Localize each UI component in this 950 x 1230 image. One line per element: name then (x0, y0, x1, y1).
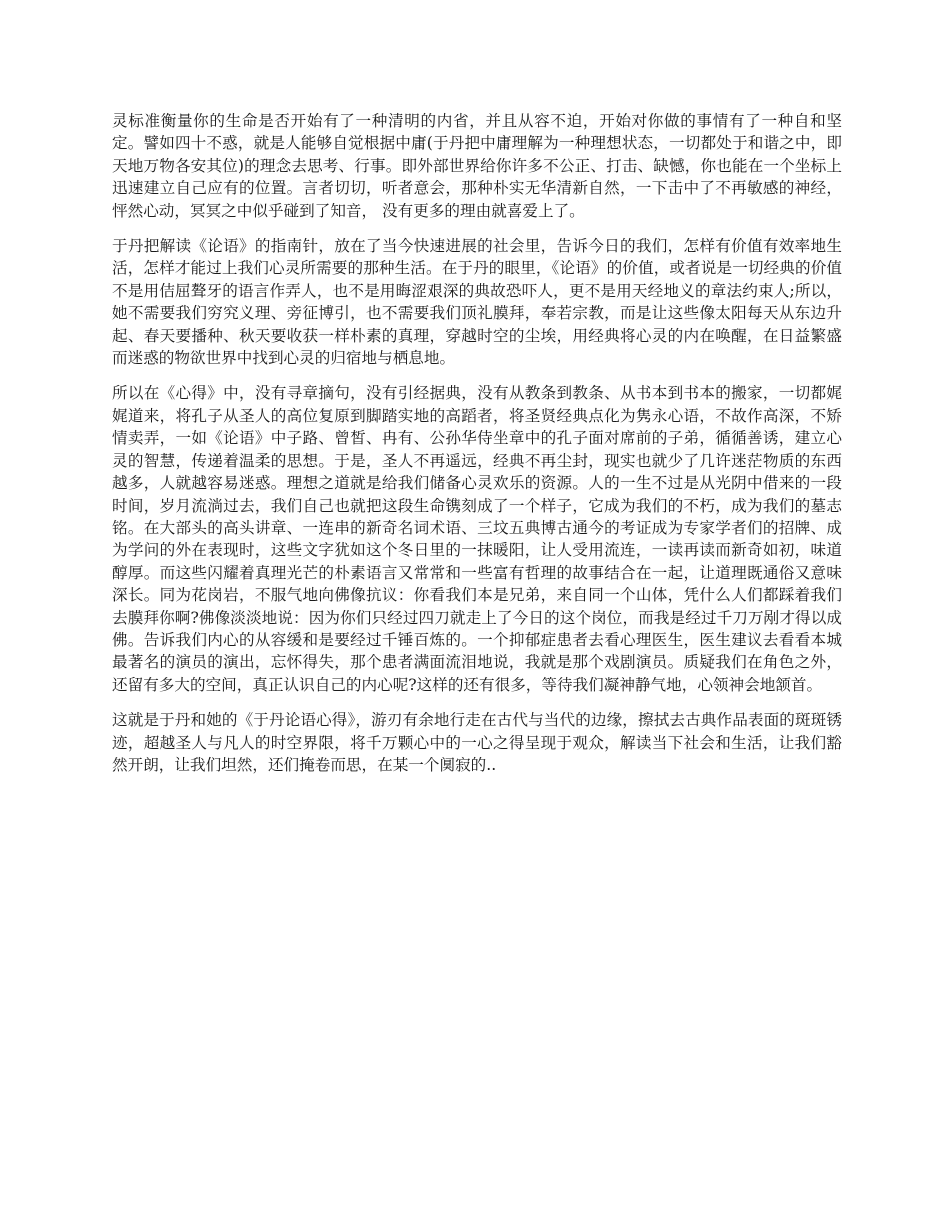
paragraph-4: 这就是于丹和她的《于丹论语心得》，游刃有余地行走在古代与当代的边缘，擦拭去古典作品表面的斑斑锈迹，超越圣人与凡人的时空界限，将千万颗心中的一心之得呈现于观众，解读当下社会和生活，让我们豁然开朗，让我们坦然，还们掩卷而思，在某一个阒寂的.. (112, 711, 842, 774)
paragraph-1: 灵标准衡量你的生命是否开始有了一种清明的内省，并且从容不迫，开始对你做的事情有了一种自和坚定。譬如四十不惑，就是人能够自觉根据中庸(于丹把中庸理解为一种理想状态，一切都处于和谐之中，即天地万物各安其位)的理念去思考、行事。即外部世界给你许多不公正、打击、缺憾，你也能在一个坐标上迅速建立自己应有的位置。言者切切，听者意会，那种朴实无华清新自然，一下击中了不再敏感的神经，怦然心动，冥冥之中似乎碰到了知音， 没有更多的理由就喜爱上了。 (112, 112, 842, 220)
document-body (112, 110, 842, 789)
paragraph-2: 于丹把解读《论语》的指南针，放在了当今快速进展的社会里，告诉今日的我们，怎样有价值有效率地生活，怎样才能过上我们心灵所需要的那种生活。在于丹的眼里，《论语》的价值，或者说是一切经典的价值不是用佶屈聱牙的语言作弄人，也不是用晦涩艰深的典故恐吓人，更不是用天经地义的章法约束人;所以，她不需要我们穷究义理、旁征博引，也不需要我们顶礼膜拜，奉若宗教，而是让这些像太阳每天从东边升起、春天要播种、秋天要收获一样朴素的真理，穿越时空的尘埃，用经典将心灵的内在唤醒，在日益繁盛而迷惑的物欲世界中找到心灵的归宿地与栖息地。 (112, 237, 842, 368)
paragraph-3: 所以在《心得》中，没有寻章摘句，没有引经据典，没有从教条到教条、从书本到书本的搬家，一切都娓娓道来，将孔子从圣人的高位复原到脚踏实地的高蹈者，将圣贤经典点化为隽永心语，不故作高深，不矫情卖弄，一如《论语》中子路、曾皙、冉有、公孙华侍坐章中的孔子面对席前的子弟，循循善诱，建立心灵的智慧，传递着温柔的思想。于是，圣人不再遥远，经典不再尘封，现实也就少了几许迷茫物质的东西越多，人就越容易迷惑。理想之道就是给我们储备心灵欢乐的资源。人的一生不过是从光阴中借来的一段时间，岁月流淌过去，我们自己也就把这段生命镌刻成了一个样子，它成为我们的不朽，成为我们的墓志铭。在大部头的高头讲章、一连串的新奇名词术语、三坟五典博古通今的考证成为专家学者们的招牌、成为学问的外在表现时，这些文字犹如这个冬日里的一抹暖阳，让人受用流连，一读再读而新奇如初，味道醇厚。而这些闪耀着真理光芒的朴素语言又常常和一些富有哲理的故事结合在一起，让道理既通俗又意味深长。同为花岗岩，不服气地向佛像抗议：你看我们本是兄弟，来自同一个山体，凭什么人们都踩着我们去膜拜你啊?佛像淡淡地说：因为你们只经过四刀就走上了今日的这个岗位，而我是经过千刀万剐才得以成佛。告诉我们内心的从容缓和是要经过千锤百炼的。一个抑郁症患者去看心理医生，医生建议去看看本城最著名的演员的演出，忘怀得失，那个患者满面流泪地说，我就是那个戏剧演员。质疑我们在角色之外，还留有多大的空间，真正认识自己的内心呢?这样的还有很多，等待我们凝神静气地，心领神会地颔首。 (112, 384, 842, 694)
